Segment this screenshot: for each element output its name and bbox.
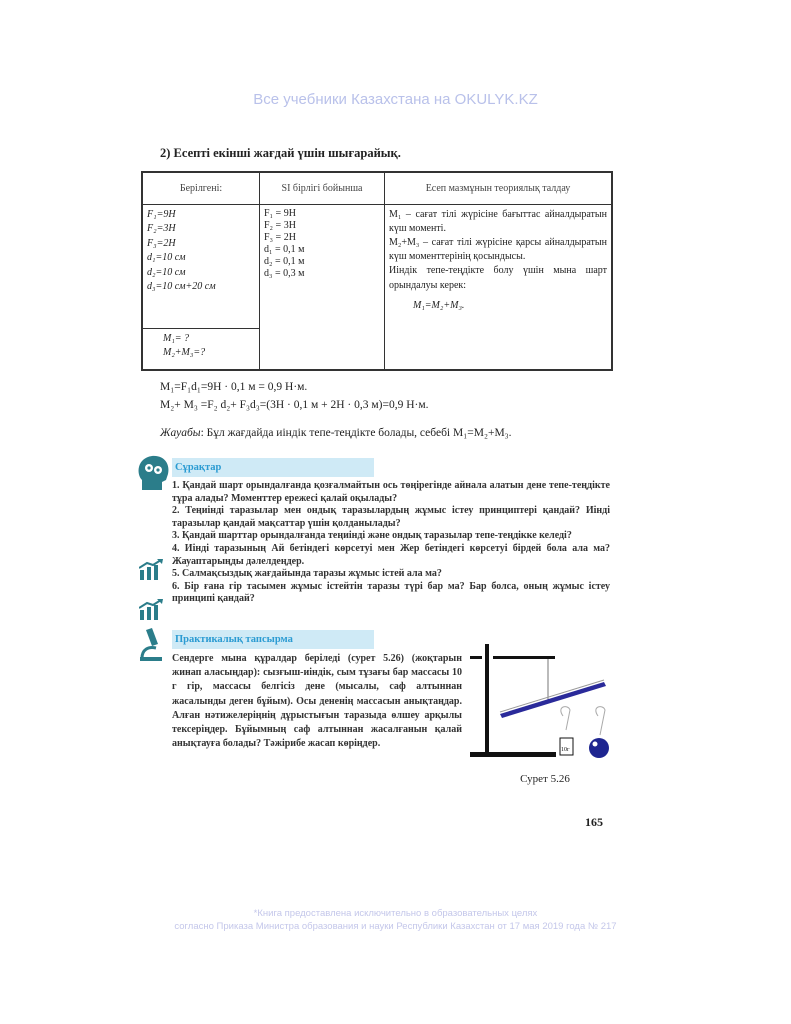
- given-item: F₃=2Н: [147, 237, 176, 249]
- theory-line: Иіндік тепе-теңдікте болу үшін мына шарт орындалуы керек:: [389, 265, 607, 291]
- col-header-si: SI бірлігі бойынша: [260, 172, 385, 204]
- given-item: F₂=3Н: [147, 223, 176, 234]
- weight-label: 10г: [561, 747, 570, 753]
- find-item: M₁= ?: [163, 332, 190, 344]
- given-cell: [142, 204, 260, 328]
- question-item: 3. Қандай шарттар орындалғанда теңиінді және ондық таразылар тепе-теңдікке келеді?: [172, 530, 572, 542]
- figure-caption: Сурет 5.26: [520, 773, 570, 785]
- given-item: d₁=10 см: [147, 252, 186, 263]
- growth-chart-icon: [139, 598, 165, 620]
- practical-banner: Практикалық тапсырма: [172, 630, 374, 649]
- question-item: 5. Салмақсыздық жағдайында таразы жұмыс істей ала ма?: [172, 568, 442, 580]
- growth-chart-icon: [139, 558, 165, 580]
- find-cell: [142, 328, 260, 370]
- answer-text: : Бұл жағдайда иіндік тепе-теңдікте болады, себебі M₁=M₂+M₃.: [200, 427, 512, 439]
- theory-cell: [385, 204, 613, 370]
- question-item: 6. Бір ғана гір тасымен жұмыс істейтін таразы түрі бар ма? Бар болса, оның жұмыс істеу принципі қандай?: [172, 580, 610, 605]
- lever-experiment-figure: [468, 640, 613, 765]
- formula-m2m3: M₂+ M₃ =F₂ d₂+ F₃d₃=(3Н · 0,1 м + 2Н · 0,3 м)=0,9 Н·м.: [160, 399, 429, 411]
- questions-list: [172, 480, 610, 606]
- question-item: 4. Иінді таразының Ай бетіндегі көрсетуі мен Жер бетіндегі көрсетуі бірдей бола ала ма? Жауаптарыңды дәлелдеңдер.: [172, 542, 610, 567]
- microscope-icon: [138, 628, 164, 662]
- given-table: [141, 171, 613, 371]
- given-item: d₂=10 см: [147, 266, 186, 278]
- question-item: 1. Қандай шарт орындалғанда қозғалмайтын ось төңірегінде айнала алатын дене тепе-теңдікте тұра алады? Моменттер ережесі қалай оқылады?: [172, 480, 610, 504]
- section-heading: 2) Есепті екінші жағдай үшін шығарайық.: [160, 146, 401, 160]
- given-item: d₃=10 см+20 см: [147, 281, 216, 292]
- questions-banner: Сұрақтар: [172, 458, 374, 477]
- question-item: 2. Теңиінді таразылар мен ондық таразылардың жұмыс істеу принциптері қандай? Иінді таразылар қандай мақсаттар үшін қолданылады?: [172, 505, 610, 529]
- given-item: F₁=9Н: [147, 208, 176, 220]
- formula-m1: M₁=F₁d₁=9Н · 0,1 м = 0,9 Н·м.: [160, 381, 308, 393]
- theory-line: M₂+M₃ – сағат тілі жүрісіне қарсы айналдыратын күш моменттерінің қосындысы.: [389, 236, 607, 263]
- si-item: F₂ = 3Н: [264, 219, 296, 231]
- page-number: 165: [585, 815, 603, 829]
- col-header-theory: Есеп мазмұнын теориялық талдау: [385, 172, 613, 204]
- find-item: M₂+M₃=?: [163, 347, 206, 358]
- si-item: F₃ = 2Н: [264, 231, 296, 243]
- answer-label: Жауабы: [160, 427, 201, 439]
- theory-line: M₁ – сағат тілі жүрісіне бағыттас айналдыратын күш моменті.: [389, 208, 607, 234]
- si-item: d₂ = 0,1 м: [264, 255, 305, 267]
- si-cell: [260, 204, 385, 370]
- si-item: F₁ = 9Н: [264, 207, 296, 219]
- footer-line-1: *Книга предоставлена исключительно в образовательных целях: [253, 908, 538, 919]
- si-item: d₁ = 0,1 м: [264, 243, 305, 255]
- col-header-given: Берілгені:: [142, 172, 260, 204]
- watermark-header: Все учебники Казахстана на OKULYK.KZ: [253, 91, 538, 108]
- footer-line-2: согласно Приказа Министра образования и науки Республики Казахстан от 17 мая 2019 года № 217: [174, 921, 617, 932]
- si-item: d₃ = 0,3 м: [264, 267, 305, 279]
- theory-condition: M₁=M₂+M₃.: [413, 299, 465, 311]
- answer: [160, 427, 512, 439]
- practical-text: Сендерге мына құралдар беріледі (сурет 5.26) (жоқтарын жинап аласыңдар): сызғыш-иіндік, сым тұзағы бар массасы 10 г гір, массасы белгісіз дене (мысалы, саф алтыннан жасалынды деген бұйым). Осы дененің массасын анықтаңдар. Алған нәтижелеріңнің дұрыстығын таразыда өлшеу арқылы тексеріңдер. Бұйымның саф алтыннан жасалғанын қалай анықтауға болады? Тәжірибе жасап көріңдер.: [172, 653, 462, 750]
- head-gears-icon: [136, 454, 170, 492]
